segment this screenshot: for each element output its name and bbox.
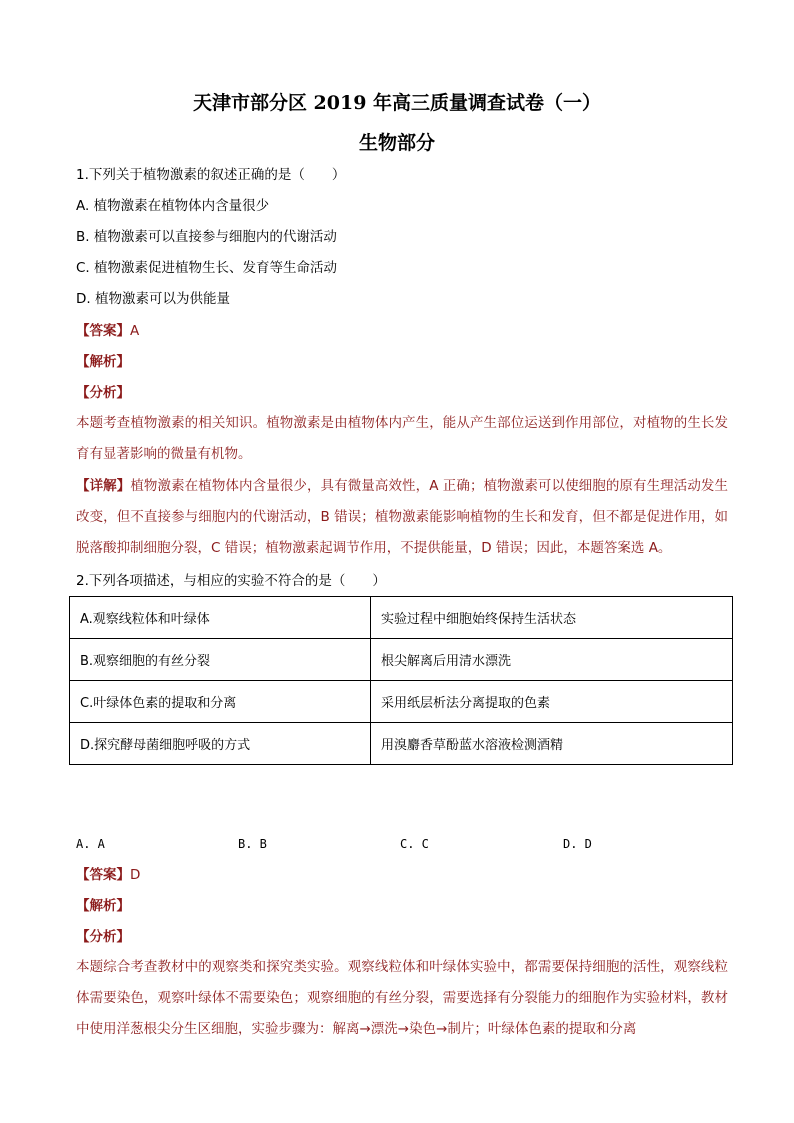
q2-stem: 2.下列各项描述，与相应的实验不符合的是（ ） bbox=[76, 573, 386, 589]
paper-subtitle: 生物部分 bbox=[358, 132, 435, 154]
table-cell: 实验过程中细胞始终保持生活状态 bbox=[371, 597, 733, 639]
paper-title: 天津市部分区 2019 年高三质量调查试卷（一） bbox=[192, 92, 602, 114]
table-row bbox=[70, 723, 733, 765]
q1-answer bbox=[76, 322, 139, 340]
q1-option-b: B. 植物激素可以直接参与细胞内的代谢活动 bbox=[76, 229, 337, 245]
q2-fenxi-tag: 【分析】 bbox=[76, 929, 130, 945]
answer-tag: 【答案】 bbox=[76, 323, 130, 339]
q1-jiexi-tag: 【解析】 bbox=[76, 354, 130, 370]
table-cell: D.探究酵母菌细胞呼吸的方式 bbox=[70, 723, 371, 765]
q2-option-d: D. D bbox=[563, 837, 592, 851]
q2-option-c: C. C bbox=[400, 837, 429, 851]
answer-value: D bbox=[130, 867, 141, 883]
table-cell: A.观察线粒体和叶绿体 bbox=[70, 597, 371, 639]
q2-jiexi-tag: 【解析】 bbox=[76, 898, 130, 914]
table-cell: 采用纸层析法分离提取的色素 bbox=[371, 681, 733, 723]
table-cell: 用溴麝香草酚蓝水溶液检测酒精 bbox=[371, 723, 733, 765]
xiangjie-text: 植物激素在植物体内含量很少，具有微量高效性，A 正确；植物激素可以使细胞的原有生理活动发生改变，但不直接参与细胞内的代谢活动，B 错误；植物激素能影响植物的生长和发育，但不都是促进作用，如脱落酸抑制细胞分裂，C 错误；植物激素起调节作用，不提供能量，D 错误；因此，本题答案选 A。 bbox=[76, 478, 728, 556]
table-cell: B.观察细胞的有丝分裂 bbox=[70, 639, 371, 681]
q1-option-a: A. 植物激素在植物体内含量很少 bbox=[76, 198, 270, 214]
table-cell: C.叶绿体色素的提取和分离 bbox=[70, 681, 371, 723]
q1-option-d: D. 植物激素可以为供能量 bbox=[76, 291, 230, 307]
q1-stem: 1.下列关于植物激素的叙述正确的是（ ） bbox=[76, 167, 346, 183]
q1-fenxi-tag: 【分析】 bbox=[76, 385, 130, 401]
table-row bbox=[70, 681, 733, 723]
table-row bbox=[70, 597, 733, 639]
table-cell: 根尖解离后用清水漂洗 bbox=[371, 639, 733, 681]
q1-fenxi-text: 本题考查植物激素的相关知识。植物激素是由植物体内产生，能从产生部位运送到作用部位，对植物的生长发育有显著影响的微量有机物。 bbox=[76, 415, 728, 462]
q2-option-a: A. A bbox=[76, 837, 105, 851]
q1-xiangjie bbox=[76, 471, 728, 564]
xiangjie-tag: 【详解】 bbox=[76, 478, 131, 494]
q2-fenxi-text: 本题综合考查教材中的观察类和探究类实验。观察线粒体和叶绿体实验中，都需要保持细胞的活性，观察线粒体需要染色，观察叶绿体不需要染色；观察细胞的有丝分裂，需要选择有分裂能力的细胞作为实验材料，教材中使用洋葱根尖分生区细胞，实验步骤为：解离→漂洗→染色→制片；叶绿体色素的提取和分离 bbox=[76, 959, 728, 1037]
q2-answer bbox=[76, 866, 140, 884]
q2-option-b: B. B bbox=[238, 837, 267, 851]
q2-options-table bbox=[69, 596, 733, 765]
answer-value: A bbox=[130, 323, 140, 339]
table-row bbox=[70, 639, 733, 681]
q1-option-c: C. 植物激素促进植物生长、发育等生命活动 bbox=[76, 260, 338, 276]
answer-tag: 【答案】 bbox=[76, 867, 130, 883]
